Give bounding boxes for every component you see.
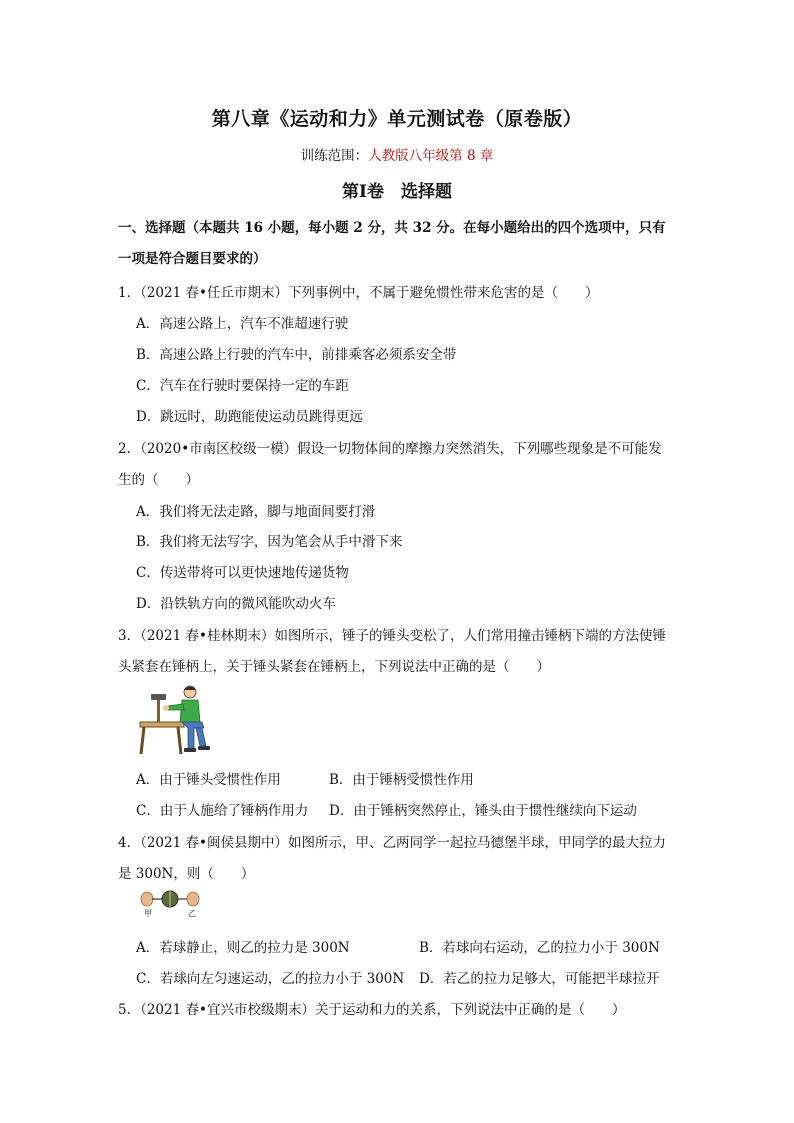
question-4-option-b: B．若球向右运动，乙的拉力小于 300N bbox=[419, 940, 660, 956]
question-4-option-d: D．若乙的拉力足够大，可能把半球拉开 bbox=[419, 971, 660, 987]
question-2-stem-line-1: 2．（2020•市南区校级一模）假设一切物体间的摩擦力突然消失，下列哪些现象是不可能发 bbox=[118, 441, 662, 457]
question-1-stem: 1．（2021 春•任丘市期末）下列事例中，不属于避免惯性带来危害的是（ ） bbox=[118, 285, 599, 301]
question-2-option-c: C．传送带将可以更快速地传递货物 bbox=[136, 565, 349, 581]
question-3-stem-line-2: 头紧套在锤柄上，关于锤头紧套在锤柄上，下列说法中正确的是（ ） bbox=[118, 659, 550, 675]
figure-label-yi: 乙 bbox=[188, 909, 196, 918]
question-2-option-a: A．我们将无法走路，脚与地面间要打滑 bbox=[136, 504, 376, 520]
instructions-line-1: 一、选择题（本题共 16 小题，每小题 2 分，共 32 分。在每小题给出的四个选项中，只有 bbox=[118, 220, 666, 236]
question-2-stem-line-2: 生的（ ） bbox=[118, 472, 199, 488]
magdeburg-hemispheres-figure bbox=[140, 889, 200, 917]
question-2-option-b: B．我们将无法写字，因为笔会从手中滑下来 bbox=[136, 534, 403, 550]
question-1-option-b: B．高速公路上行驶的汽车中，前排乘客必须系安全带 bbox=[136, 347, 457, 363]
question-3-option-b: B．由于锤柄受惯性作用 bbox=[329, 772, 474, 788]
question-3-option-c: C．由于人施给了锤柄作用力 bbox=[136, 803, 309, 819]
question-4-option-c: C．若球向左匀速运动，乙的拉力小于 300N bbox=[136, 971, 405, 987]
training-scope bbox=[0, 144, 794, 164]
scope-label: 训练范围： bbox=[300, 148, 369, 164]
hammer-illustration bbox=[138, 684, 214, 758]
question-3-option-d: D．由于锤柄突然停止，锤头由于惯性继续向下运动 bbox=[329, 803, 637, 819]
page-title: 第八章《运动和力》单元测试卷（原卷版） bbox=[211, 108, 583, 130]
section-title: 第Ⅰ卷 选择题 bbox=[342, 182, 452, 202]
hemispheres-illustration bbox=[140, 889, 200, 909]
figure-label-jia: 甲 bbox=[144, 909, 152, 918]
question-1-option-d: D．跳远时，助跑能使运动员跳得更远 bbox=[136, 409, 363, 425]
question-3-stem-line-1: 3．（2021 春•桂林期末）如图所示，锤子的锤头变松了，人们常用撞击锤柄下端的方法使锤 bbox=[118, 628, 666, 644]
instructions-line-2: 一项是符合题目要求的） bbox=[118, 251, 267, 267]
question-2-option-d: D．沿铁轨方向的微风能吹动火车 bbox=[136, 596, 336, 612]
question-1-option-a: A．高速公路上，汽车不准超速行驶 bbox=[136, 316, 349, 332]
question-4-stem-line-2: 是 300N，则（ ） bbox=[118, 866, 255, 882]
question-5-stem: 5．（2021 春•宜兴市校级期末）关于运动和力的关系，下列说法中正确的是（ ） bbox=[118, 1002, 626, 1018]
question-4-stem-line-1: 4．（2021 春•闽侯县期中）如图所示，甲、乙两同学一起拉马德堡半球，甲同学的最大拉力 bbox=[118, 835, 666, 851]
question-3-option-a: A．由于锤头受惯性作用 bbox=[136, 772, 281, 788]
question-1-option-c: C．汽车在行驶时要保持一定的车距 bbox=[136, 378, 349, 394]
scope-value: 人教版八年级第 8 章 bbox=[368, 148, 494, 164]
question-4-option-a: A．若球静止，则乙的拉力是 300N bbox=[136, 940, 350, 956]
